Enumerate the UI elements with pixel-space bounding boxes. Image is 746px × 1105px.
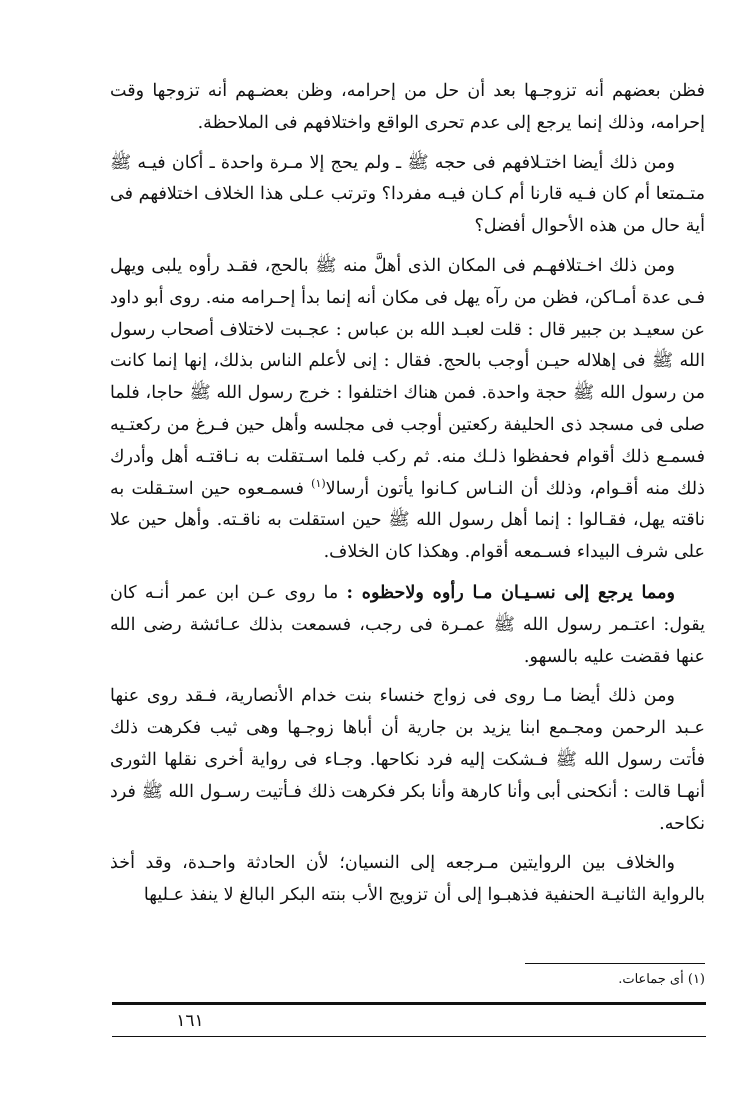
paragraph-text: ومن ذلك أيضا مـا روى فى زواج خنساء بنت خدام الأنصارية، فـقد روى عنها عـبد الرحمن ومجـمع ابنا يزيد بن جارية أن أباها زوجـها وهى ثيب فكرهت ذلك فأتت رسول الله ﷺ فـشكت إليه فرد نكاحها. وجـاء فى رواية أخرى نقلها الثورى أنهـا قالت : أنكحنى أبى وأنا كارهة وأنا بكر فكرهت ذلك فـأتيت رسـول الله ﷺ فرد نكاحه. — [110, 686, 705, 834]
footnote: (١) أى جماعات. — [618, 972, 705, 987]
footer-rule-top — [112, 1002, 706, 1005]
paragraph-text: فظن بعضهم أنه تزوجـها بعد أن حل من إحرامه، وظن بعضـهم أنه تزوجها وقت إحرامه، وذلك إنما يرجع إلى عدم تحرى الواقع واختلافهم فى الملاحظة. — [110, 81, 705, 133]
paragraph-text: ومن ذلك اخـتلافهـم فى المكان الذى أهلَّ منه ﷺ بالحج، فقـد رأوه يلبى ويهل فـى عدة أمـاكن، فظن من رآه يهل فى مكان أنه إنما بدأ إحـرامه منه. روى أبو داود عن سعيـد بن جبير قال : قلت لعبـد الله بن عباس : عجـبت لاختلاف أصحاب رسول الله ﷺ فى إهلاله حيـن أوجب بالحج. فقال : إنى لأعلم الناس بذلك، إنها إنما كانت من رسول الله ﷺ حجة واحدة. فمن هناك اختلفوا : خرج رسول الله ﷺ حاجا، فلما صلى فى مسجد ذى الحليفة ركعتين أوجب فى مجلسه وأهل حين فـرغ من ركعتـيه فسمـع ذلك أقوام فحفظوا ذلـك منه. ثم ركب فلما اسـتقلت به نـاقتـه أهل وأدرك ذلك منه أقـوام، وذلك أن النـاس كـانوا يأتون أرسالا — [110, 255, 705, 499]
paragraph-text: ما روى عـن ابن عمر أنـه كان يقول: اعتـمر رسول الله ﷺ عمـرة فى رجب، فسمعت بذلك عـائشة رضى الله عنها فقضت عليه بالسهو. — [110, 582, 705, 667]
paragraph-5 — [110, 681, 705, 840]
paragraph-text: ومن ذلك أيضا اختـلافهم فى حجه ﷺ ـ ولم يحج إلا مـرة واحدة ـ أكان فيـه ﷺ متـمتعا أم كان فـيه قارنا أم كـان فيـه مفردا؟ وترتب عـلى هذا الخلاف اختلافهم فى أية حال من هذه الأحوال أفضل؟ — [110, 152, 705, 237]
paragraph-text-continued: فسمـعوه حين استـقلت به ناقته يهل، فقـالوا : إنما أهل رسول الله ﷺ حين استقلت به ناقـته. وأهل حين علا على شرف البيداء فسـمعه أقوام. وهكذا كان الخلاف. — [110, 478, 705, 563]
paragraph-1 — [110, 76, 705, 140]
body-text — [110, 76, 705, 920]
paragraph-3 — [110, 251, 705, 569]
page-number: ١٦١ — [176, 1011, 204, 1031]
paragraph-4 — [110, 577, 705, 673]
footer-rule-bottom — [112, 1036, 706, 1037]
footnote-divider — [525, 963, 705, 964]
paragraph-lead-heading: ومما يرجع إلى نسـيـان مـا رأوه ولاحظوه : — [346, 581, 675, 603]
paragraph-6 — [110, 848, 705, 912]
paragraph-text: والخلاف بين الروايتين مـرجعه إلى النسيان؛ لأن الحادثة واحـدة، وقد أخذ بالرواية الثانيـة الحنفية فذهبـوا إلى أن تزويج الأب بنته البكر البالغ لا ينفذ عـليها — [110, 853, 705, 906]
footnote-marker: (١) — [311, 476, 326, 490]
paragraph-2 — [110, 148, 705, 243]
